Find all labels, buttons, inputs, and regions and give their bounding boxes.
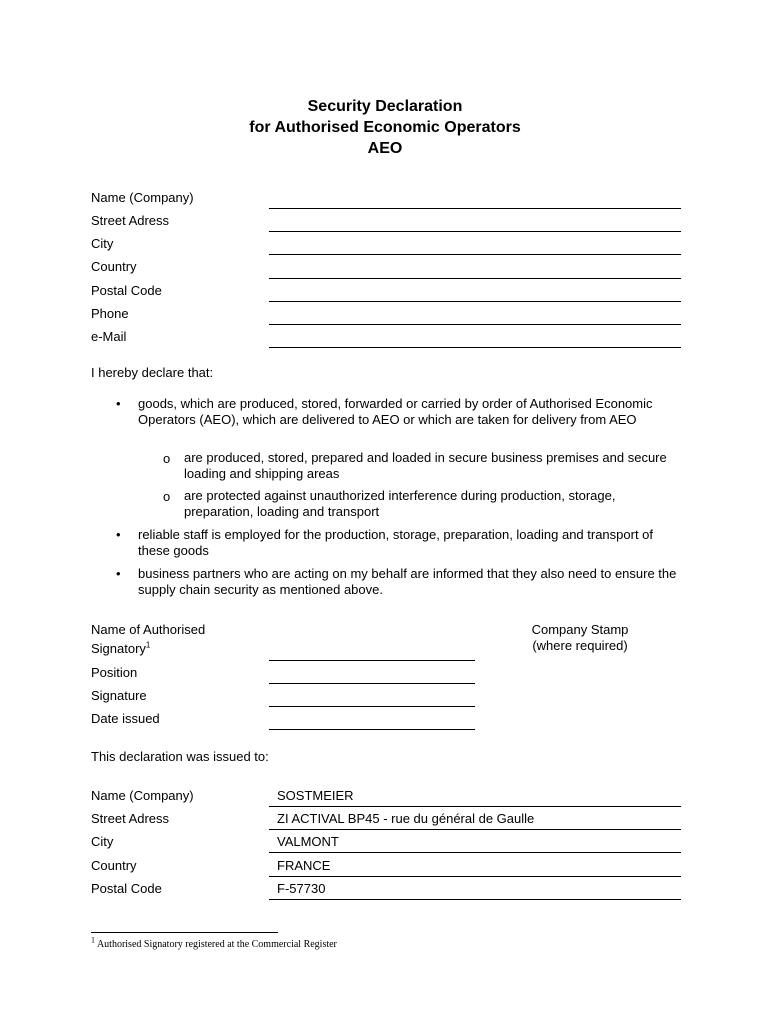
position-field[interactable]: [269, 683, 475, 684]
date-issued-field[interactable]: [269, 729, 475, 730]
declaration-bullet-goods: goods, which are produced, stored, forwarded or carried by order of Authorised Economic Operators (AEO), which are delivered to AEO or which are taken for delivery from AEO: [138, 396, 653, 427]
issued-to-intro: This declaration was issued to:: [91, 749, 269, 764]
bullet-marker: •: [116, 566, 121, 581]
declaration-bullet-staff: reliable staff is employed for the production, storage, preparation, loading and transport of these goods: [138, 527, 654, 558]
signature-field[interactable]: [269, 706, 475, 707]
sub-bullet-marker: o: [163, 451, 171, 466]
email-label: e-Mail: [91, 329, 127, 344]
bullet-marker: •: [116, 396, 121, 411]
country-label: Country: [91, 259, 137, 274]
position-label: Position: [91, 665, 138, 680]
issued-company-name-line: [269, 806, 681, 807]
street-address-label: Street Adress: [91, 213, 170, 228]
phone-label: Phone: [91, 306, 129, 321]
issued-country-value: FRANCE: [277, 858, 331, 873]
document-title-line3: AEO: [367, 140, 403, 157]
sub-bullet-marker: o: [163, 489, 171, 504]
issued-company-name-value: SOSTMEIER: [277, 788, 354, 803]
footnote-marker: 1: [91, 935, 95, 945]
issued-postal-value: F-57730: [277, 881, 326, 896]
issued-postal-line: [269, 899, 681, 900]
city-label: City: [91, 236, 114, 251]
signatory-name-label-line2: Signatory$^1$: [91, 640, 151, 656]
declaration-bullet-partners: business partners who are acting on my behalf are informed that they also need to ensure the supply chain security as mentioned above.: [138, 566, 677, 597]
issued-city-line: [269, 852, 681, 853]
issued-street-line: [269, 829, 681, 830]
declaration-intro: I hereby declare that:: [91, 365, 214, 380]
issued-postal-label: Postal Code: [91, 881, 162, 896]
declaration-sub-secure-premises: are produced, stored, prepared and loaded in secure business premises and secure loading and shipping areas: [184, 450, 667, 481]
issued-company-name-label: Name (Company): [91, 788, 194, 803]
signatory-name-field[interactable]: [269, 660, 475, 661]
footnote-separator: [91, 932, 278, 933]
issued-street-label: Street Adress: [91, 811, 170, 826]
city-field[interactable]: [269, 254, 681, 255]
phone-field[interactable]: [269, 324, 681, 325]
issued-city-label: City: [91, 834, 114, 849]
company-name-field[interactable]: [269, 208, 681, 209]
issued-country-label: Country: [91, 858, 137, 873]
postal-code-label: Postal Code: [91, 283, 162, 298]
document-title-line1: Security Declaration: [307, 98, 463, 115]
company-stamp-note: (where required): [532, 638, 628, 653]
issued-city-value: VALMONT: [277, 834, 339, 849]
date-issued-label: Date issued: [91, 711, 160, 726]
signatory-name-label-line1: Name of Authorised: [91, 622, 206, 637]
postal-code-field[interactable]: [269, 301, 681, 302]
footnote-reference: 1: [145, 640, 151, 650]
company-stamp-label: Company Stamp: [531, 622, 629, 637]
footnote-text: Authorised Signatory registered at the Commercial Register: [96, 939, 337, 950]
email-field[interactable]: [269, 347, 681, 348]
declaration-sub-protected: are protected against unauthorized interference during production, storage, preparation, loading and transport: [184, 488, 616, 519]
issued-country-line: [269, 876, 681, 877]
bullet-marker: •: [116, 527, 121, 542]
street-address-field[interactable]: [269, 231, 681, 232]
issued-street-value: ZI ACTIVAL BP45 - rue du général de Gaulle: [277, 811, 535, 826]
signature-label: Signature: [91, 688, 147, 703]
company-name-label: Name (Company): [91, 190, 194, 205]
country-field[interactable]: [269, 278, 681, 279]
footnote: [91, 935, 337, 952]
document-title-line2: for Authorised Economic Operators: [249, 119, 521, 136]
